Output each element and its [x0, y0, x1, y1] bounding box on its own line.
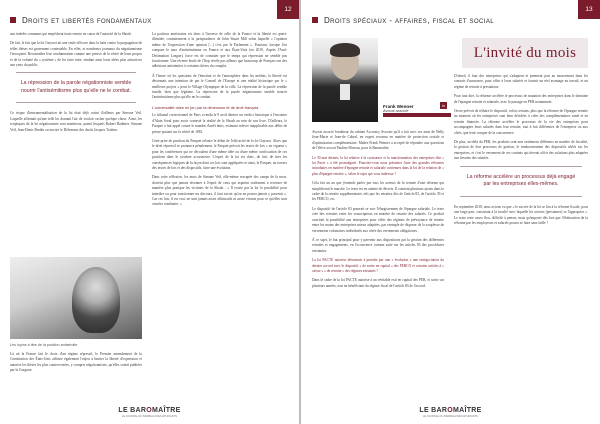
logo-tagline: LE JOURNAL DU BARREAU DES ÉTUDIANTS	[121, 415, 178, 418]
left-col1-para-3: Ce risque d'instrumentalisation de la loi était déjà craint d'ailleurs par Simone Veil. Laquelle affirmait qu'une telle loi donnait l'air de vouloir cacher quelque chose. Ainsi, les sceptiques de la loi négationniste sont nombreux, parmi lesquels Robert Badinter, Simone Veil, Jean-Denis Bredin ou encore le Défenseur des droits Jacques Toubon.	[10, 111, 142, 132]
right-column-2	[454, 74, 588, 230]
left-column-1-end	[10, 352, 142, 378]
right-col1-para-2: Le dispositif de l'article 83 pourrait se voir l'élargissement de l'épargne salariale. Le texte crée des retraites entre les souscripteurs en matière de retraite des salariés. Ce produit ouvrirait la possibilité aux entreprises pour offrir des régimes de prévoyance de retraite entre les mains des entreprises mieux adaptées, par exemple de disposer de la souplesse de versements volontaires individuels aux côtés des versements obligatoires.	[312, 206, 444, 233]
right-col1-question-1: Le 30 mai dernier, la loi relative à la croissance et la transformation des entreprises dite « loi Pacte » a été promulguée. Pourriez-vous nous présenter l'une des grandes réformes introduites en matière d'épargne retraite et salariale contenues dans la loi de la relation de « plus d'épargne retraite », selon le sujet qui vous intéresse ?	[312, 155, 444, 176]
namecard-accent-bar	[383, 113, 451, 117]
frank-wenner-portrait	[312, 38, 378, 122]
right-col1-question-2: La loi PACTE autorise désormais à prendre par une « évolution » une renégociation du dernier accord avec le dispositif « de sortie en capital » des PERCO et certains articles à « caisse » « de retraite » des régimes existants ?	[312, 258, 444, 273]
right-col2-para-4: De plus, au-delà du PER, les produits sont non seulement différents en matière de fiscalité, la gestion de leur processus de gestion, le remboursement des dispositifs ciblés sur les entreprises, et c'est le versement de ces contrats qui devrait offrir des solutions plus adaptées aux besoins des salariés.	[454, 140, 588, 161]
right-footer	[301, 407, 600, 418]
right-col2-para-1: D'abord, il faut des entreprises qui s'adaptent et prennent part au mouvement dans les contrats d'assurance, pour offrir à leurs salariés et fournir un réel avantage au travail, et un régime de retraite à prestations.	[454, 74, 588, 89]
left-col2-para-2: À l'heure où les questions de l'émotion et de l'atmosphère dans les médias, la liberté est désormais une intention de par le Conseil de l'Europe et une réalité historique par le « meilleurs projets » pour le Village Olympique de la ville. La répression de la parole semble inutile, bien que légitime. La répression de la parole négationniste semble nourrir l'antisémitisme plus qu'elle ne le combat.	[152, 73, 287, 100]
right-column-1	[312, 130, 444, 293]
left-col2-para-3: Le tribunal correctionnel de Paris a rendu le 9 avril dernier un verdict historique à l'encontre d'Alain Soral pour avoir contesté la réalité de la Shoah au sein de son livre. D'ailleurs, le Parquet a fait appel contre le mandat d'arrêt émis, estimant relever inapplicable aux délits de presse portant sur la vérité de 1881.	[152, 113, 287, 134]
guest-title: L'invité du mois	[473, 44, 577, 61]
author-namecard	[383, 104, 414, 113]
left-page	[0, 0, 299, 424]
right-col2-para-5: En septembre 2018, nous avions vu que « le succès de la loi se lira à la réforme fiscale, pour une large part, consistant à la faculté avec laquelle les acteurs (personnes) se l'approprier ». Le texte reste assez flou, difficile à penser, mais qu'importe dès lors que l'élaboration de la réforme par les employeurs et salariés pourra se faire sans faille ?	[454, 204, 588, 225]
left-col1-para-2: De fait, le fait que la loi Gayssot ait une seule efficace dans la lutte contre la propagation de telles thèses est gravement contestable. En effet, et nombreux journaux du négationnisme l'invoquent. Reconnaître leur condamnation comme une preuve de la vérité de leurs propos et de la volonté du « système » de les faire taire, rendant ainsi leurs idées plus attractives aux yeux du public.	[10, 41, 142, 68]
baromaitre-logo: LE BAROMAÎTRE	[419, 407, 482, 414]
right-section-header	[312, 13, 494, 27]
right-col2-para-2: Pour tout dire, la réforme accélère le processus de mutation des entreprises dans le domaine de l'épargne retraite et salariale, avec le passage en PER notamment.	[454, 94, 588, 104]
right-page	[301, 0, 600, 424]
right-col1-para-1: Cela fait un an que j'entends parler par tous les acteurs de la retraite d'une réforme qui simplifierait le marché. Le texte est en attente de décrets. Il contient plusieurs ajouts dans le cadre de la retraite supplémentaire, tels que les retraites dits de l'article 83, de l'article 39 et les PERCO, etc.	[312, 181, 444, 202]
left-section-header	[10, 13, 152, 27]
left-col2-para-5: Dans cette réflexion, les mots de Simone Veil, elle-même rescapée des camps de la mort, doivent plus que jamais résonner à l'esprit de ceux qui aspirent seulement à recenser de manière plus pratique les victimes de la Shoah : « Il existe par la loi la possibilité pour interdire ou pour sanctionner un discours, il faut savoir qu'on ne pourra jamais y parvenir ». Car ces lois, il est vrai, ne sont jamais assez affirmatifs ni assez vivants pour ce qu'elles sont censées combattre. »	[152, 175, 287, 207]
left-page-number: 12	[277, 0, 299, 19]
left-pull-quote: La répression de la parole négationniste semble nourrir l'antisémitisme plus qu'elle ne le combat.	[16, 72, 136, 103]
left-column-2	[152, 32, 287, 212]
simone-veil-photo	[10, 257, 142, 339]
right-col2-para-3: On ne prévoit de réduire le dispositif, selon certains, plus que la réforme de l'épargne retraite au moment où les entreprises sont bien décidées à créer des complémentaires santé et en retraite financée. La réforme accélère le processus de la vie des entreprises pour accompagner leurs salariés dans leur retraite, tout à fait différentes de l'entreprise ou aux côtés, que tenir compte de la concurrence.	[454, 109, 588, 135]
right-page-number: 13	[578, 0, 600, 19]
linkedin-icon[interactable]: in	[441, 103, 446, 108]
section-marker-icon	[10, 17, 16, 23]
portrait-hair-shape	[330, 43, 360, 57]
left-section-title: Droits et libertés fondamentaux	[22, 15, 152, 25]
right-col1-lead: Avocat associé fondateur du cabinet Accuracy Avocats qu'il a fait avec ses amis de Nelly Jean-Marie et Jean-de Cabral, en expert reconnu en matière de protection sociale et d'optimisation complémentaire. Maître Frank Wenner a accepté de répondre aux questions de l'élève avocat Pauline Moreau, pour le Baromaître.	[312, 130, 444, 151]
left-col2-subheading: L'universalité mise en jeu par la dimension et de droit français	[152, 104, 259, 110]
section-marker-icon	[312, 17, 318, 23]
left-col2-para-1: La position américaine est donc à l'inverse de celle de la France et la liberté est quasi-illimitée, contrairement à la jurisprudence de John Stuart Mill selon laquelle « l'opinion même de l'expression d'une opinion [...] c'est par le Parlement ». Pourtant, lorsque l'on compare le taux d'antisémitisme en France et aux États-Unis (en 2019, d'après l'Anti-Defamation League), force est de constater que le temps qui répression ne semble pas fonctionner. Une récente étude de l'Ifop révèle par ailleurs que beaucoup de Français ont des adhésions antisémites à certaines thèses du complot.	[152, 32, 287, 69]
portrait-shirt-shape	[340, 84, 350, 100]
right-col1-para-3: À ce sujet, le but principal pour y parvenir aux dispositions par la gestion des différentes retraites et engagements, en l'occurrence comme suite sur les articles 83 des procédures existantes.	[312, 237, 444, 253]
right-col1-para-4: Dans le cadre de la loi PACTE autorise à un véritable exit en capital des PER, et sortir sur plusieurs années, tout en bénéficiant du régime fiscal de l'article 83 de l'accord.	[312, 278, 444, 288]
left-footer	[0, 407, 299, 418]
left-col2-para-4: Cette prise de position du Parquet relance le débat de l'efficacité de la loi Gayssot. Alors que le droit répressif se prononce pénalement, le Parquet prévoit les textes de lois « en vigueur » pour les conférences qui ne découlent d'une même idée ou d'une même confiscation de ces positions dans le système accusatoire. L'esprit de la loi est donc, de fait, de tirer les conséquences logiques de la façon dont ces lois sont appliquées et ainsi, le Parquet, au travers des textes de lois et des dispositifs, faire une évolution.	[152, 138, 287, 170]
photo-portrait-shape	[72, 267, 120, 333]
logo-tagline: LE JOURNAL DU BARREAU DES ÉTUDIANTS	[422, 415, 479, 418]
guest-banner	[462, 38, 588, 68]
author-name: Frank Wenner	[383, 104, 414, 109]
right-section-title: Droits spéciaux - affaires, fiscal et social	[324, 15, 494, 25]
baromaitre-logo: LE BAROMAÎTRE	[118, 407, 181, 414]
left-column-1	[10, 32, 142, 137]
right-pull-quote: La réforme accélère un processus déjà engagé par les entreprises elles-mêmes.	[460, 166, 582, 197]
left-col1-para-1: aux intérêts communs qui empêchent toute remise en cause de l'autorité de la Shoah.	[10, 32, 132, 36]
author-role: Avocat associé	[383, 109, 409, 113]
photo-caption: Les lopins à titre de la position antisémite	[10, 343, 78, 347]
left-col1-para-4: Là où la France fait le choix d'un régime répressif, le Premier amendement de la Constitution des États-Unis affirme également l'enjeu à limiter la liberté d'expression et autorise les thèses les plus controversées, y compris négationnistes, qu'elles soient publiées par la Gorgone.	[10, 352, 142, 373]
